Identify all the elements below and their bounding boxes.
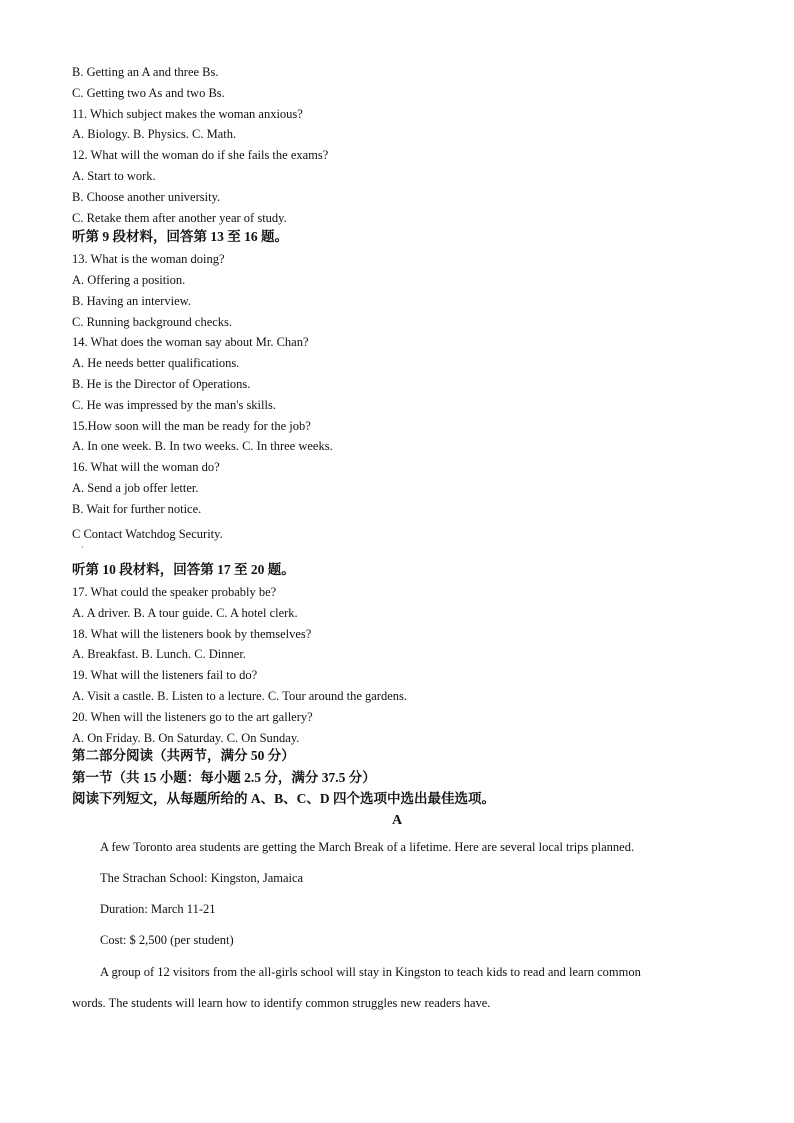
question-16: 16. What will the woman do? — [72, 460, 220, 474]
text-line: A. Offering a position. — [72, 273, 186, 287]
text-line: B. He is the Director of Operations. — [72, 377, 251, 391]
text-line: C. He was impressed by the man's skills. — [72, 398, 276, 412]
text-line: B. Choose another university. — [72, 190, 221, 204]
options-11: A. Biology. B. Physics. C. Math. — [72, 127, 237, 141]
passage-label: A — [391, 813, 403, 828]
section-heading: 听第 9 段材料，回答第 13 至 16 题。 — [72, 229, 288, 244]
passage-paragraph: words. The students will learn how to identify common struggles new readers have. — [72, 996, 491, 1010]
passage-paragraph: A few Toronto area students are getting the March Break of a lifetime. Here are several local trips planned. — [100, 840, 635, 854]
question-17: 17. What could the speaker probably be? — [72, 585, 277, 599]
passage-paragraph: The Strachan School: Kingston, Jamaica — [100, 871, 304, 885]
section-heading: 第一节（共 15 小题：每小题 2.5 分，满分 37.5 分） — [72, 770, 376, 785]
section-heading: 听第 10 段材料，回答第 17 至 20 题。 — [72, 562, 295, 577]
passage-paragraph: A group of 12 visitors from the all-girls school will stay in Kingston to teach kids to read and learn common — [100, 965, 641, 979]
question-12: 12. What will the woman do if she fails the exams? — [72, 148, 329, 162]
options-17: A. A driver. B. A tour guide. C. A hotel clerk. — [72, 606, 298, 620]
instructions: 阅读下列短文，从每题所给的 A、B、C、D 四个选项中选出最佳选项。 — [72, 791, 496, 806]
text-line: A. Send a job offer letter. — [72, 481, 199, 495]
options-20: A. On Friday. B. On Saturday. C. On Sunday. — [72, 731, 300, 745]
question-18: 18. What will the listeners book by themselves? — [72, 627, 312, 641]
text-line: C Contact Watchdog Security. — [72, 527, 223, 541]
text-line: C. Getting two As and two Bs. — [72, 86, 225, 100]
text-line: A. Start to work. — [72, 169, 156, 183]
options-19: A. Visit a castle. B. Listen to a lecture. C. Tour around the gardens. — [72, 689, 407, 703]
passage-paragraph: Duration: March 11-21 — [100, 902, 216, 916]
text-line: C. Retake them after another year of study. — [72, 211, 287, 225]
question-15: 15.How soon will the man be ready for the job? — [72, 419, 311, 433]
part-heading: 第二部分阅读（共两节，满分 50 分） — [72, 748, 295, 763]
options-18: A. Breakfast. B. Lunch. C. Dinner. — [72, 647, 246, 661]
question-19: 19. What will the listeners fail to do? — [72, 668, 258, 682]
question-13: 13. What is the woman doing? — [72, 252, 225, 266]
question-11: 11. Which subject makes the woman anxious? — [72, 107, 303, 121]
text-line: B. Wait for further notice. — [72, 502, 202, 516]
text-line: B. Getting an A and three Bs. — [72, 65, 219, 79]
options-15: A. In one week. B. In two weeks. C. In three weeks. — [72, 439, 333, 453]
text-line: C. Running background checks. — [72, 315, 233, 329]
question-20: 20. When will the listeners go to the art gallery? — [72, 710, 313, 724]
question-14: 14. What does the woman say about Mr. Chan? — [72, 335, 309, 349]
text-line: A. He needs better qualifications. — [72, 356, 240, 370]
passage-paragraph: Cost: $ 2,500 (per student) — [100, 933, 234, 947]
text-line: B. Having an interview. — [72, 294, 191, 308]
stray-dot: · — [81, 543, 84, 552]
